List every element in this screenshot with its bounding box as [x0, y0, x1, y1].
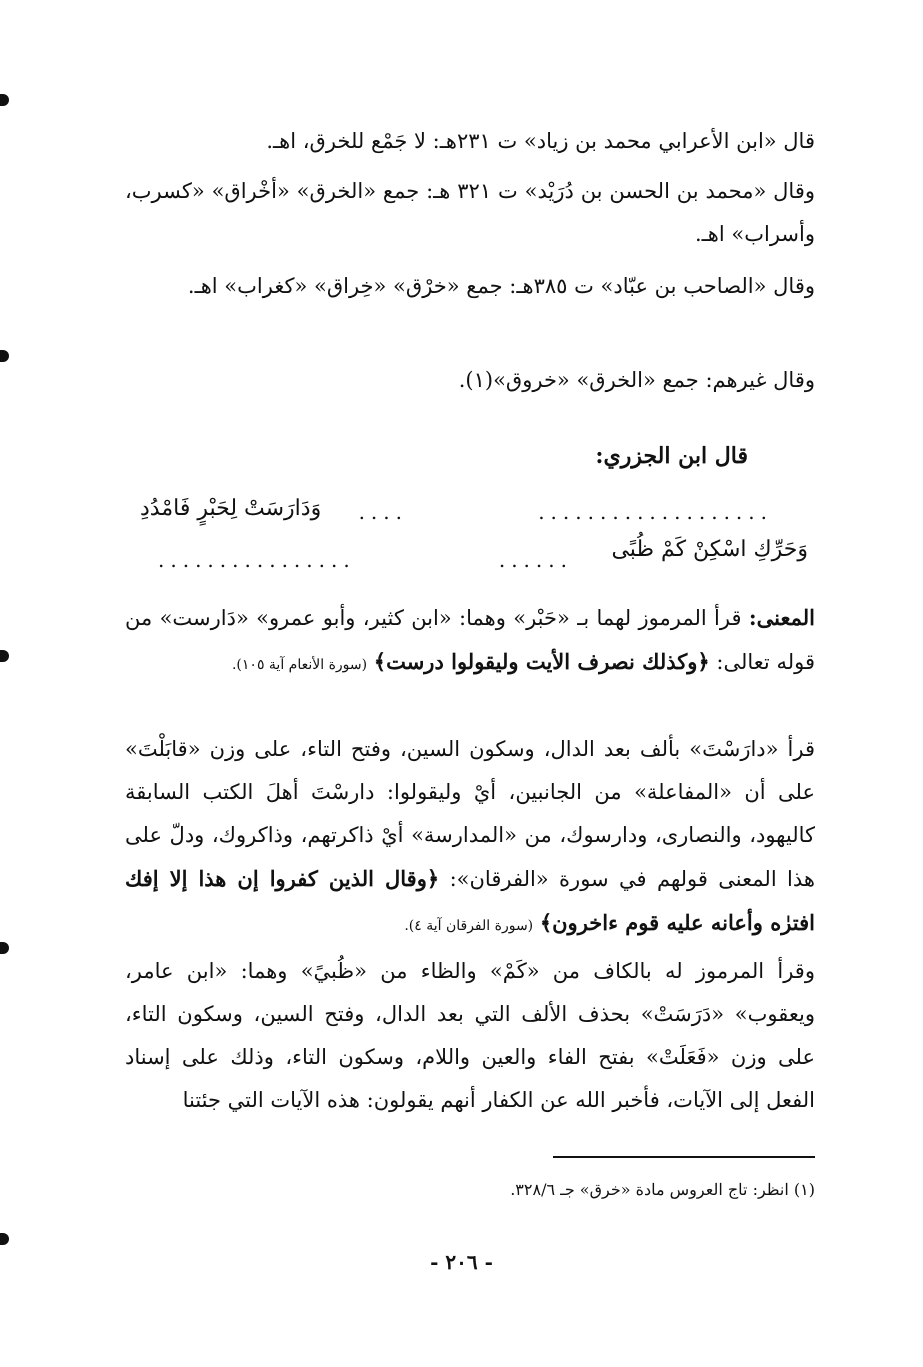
verse-lead-dots: ...................	[538, 500, 773, 524]
paragraph-sahib-ibn-abbad: وقال «الصاحب بن عبّاد» ت ٣٨٥هـ: جمع «خرْق» «خِراق» «كغراب» اهـ.	[187, 274, 815, 298]
footnote-separator	[553, 1156, 815, 1158]
reading-paragraph-2: وقرأ المرموز له بالكاف من «كَمْ» والظاء من «ظُبيً» وهما: «ابن عامر، ويعقوب» «دَرَسَتْ» بحذف الألف التي بعد الدال، وفتح السين، وسكون التاء، على وزن «فَعَلَتْ» بفتح الفاء والعين واللام، وسكون التاء، وذلك على إسناد الفعل إلى الآيات، فأخبر الله عن الكفار أنهم يقولون: هذه الآيات التي جئتنا	[125, 959, 816, 1112]
meaning-label: المعنى:	[748, 605, 815, 630]
section-heading: قال ابن الجزري:	[595, 443, 748, 469]
binding-mark	[0, 1233, 9, 1245]
meaning-text: قرأ المرموز لهما بـ «حَبْر» وهما: «ابن كثير، وأبو عمرو» «دَارست» من قوله تعالى:	[125, 606, 815, 674]
binding-mark	[0, 942, 9, 954]
verse-mid-dots: ....	[358, 500, 408, 524]
quran-reference: (سورة الأنعام آية ١٠٥).	[231, 657, 368, 673]
meaning-paragraph	[125, 596, 815, 687]
paragraph-others: وقال غيرهم: جمع «الخرق» «خروق»(١).	[458, 368, 815, 392]
reading-text: قرأ «دارَسْتَ» بألف بعد الدال، وسكون السين، وفتح التاء، على وزن «قابَلْتَ» على أن «المفاعلة» من الجانبين، أيْ وليقولوا: دارسْتَ أهلَ الكتب السابقة كاليهود، والنصارى، ودارسوك، من «المدارسة» أيْ ذاكرتهم، وذاكروك، ودلّ على هذا المعنى قولهم في سورة «الفرقان»:	[125, 737, 815, 891]
paragraph-ibn-al-arabi: قال «ابن الأعرابي محمد بن زياد» ت ٢٣١هـ: لا جَمْع للخرق، اهـ.	[266, 129, 815, 153]
binding-mark	[0, 350, 9, 362]
verse-line-1: وَدَارَسَتْ لِحَبْرٍ فَامْدُدِ	[140, 496, 322, 521]
footnote: (١) انظر: تاج العروس مادة «خرق» جـ ٣٢٨/٦.	[510, 1180, 815, 1199]
quran-reference-furqan: (سورة الفرقان آية ٤).	[404, 918, 534, 934]
quran-quote: ﴿وكذلك نصرف الأيت وليقولوا درست﴾	[373, 649, 710, 674]
page-number: - ٢٠٦ -	[430, 1250, 493, 1274]
binding-mark	[0, 650, 9, 662]
binding-mark	[0, 94, 9, 106]
verse-line-2: وَحَرِّكِ اسْكِنْ كَمْ ظُبًى	[611, 537, 808, 562]
reading-paragraph	[125, 728, 815, 948]
quran-quote-furqan: ﴿وقال الذين كفروا إن هذا إلا إفك افترٰه وأعانه عليه قوم ءاخرون﴾	[125, 866, 815, 935]
paragraph-ibn-durayd: وقال «محمد بن الحسن بن دُرَيْد» ت ٣٢١ هـ: جمع «الخرق» «أخْراق» «كسرب، وأسراب» اهـ.	[125, 179, 815, 246]
verse-trail-dots: ................	[158, 548, 356, 572]
verse-mid-dots-2: ......	[498, 548, 573, 572]
